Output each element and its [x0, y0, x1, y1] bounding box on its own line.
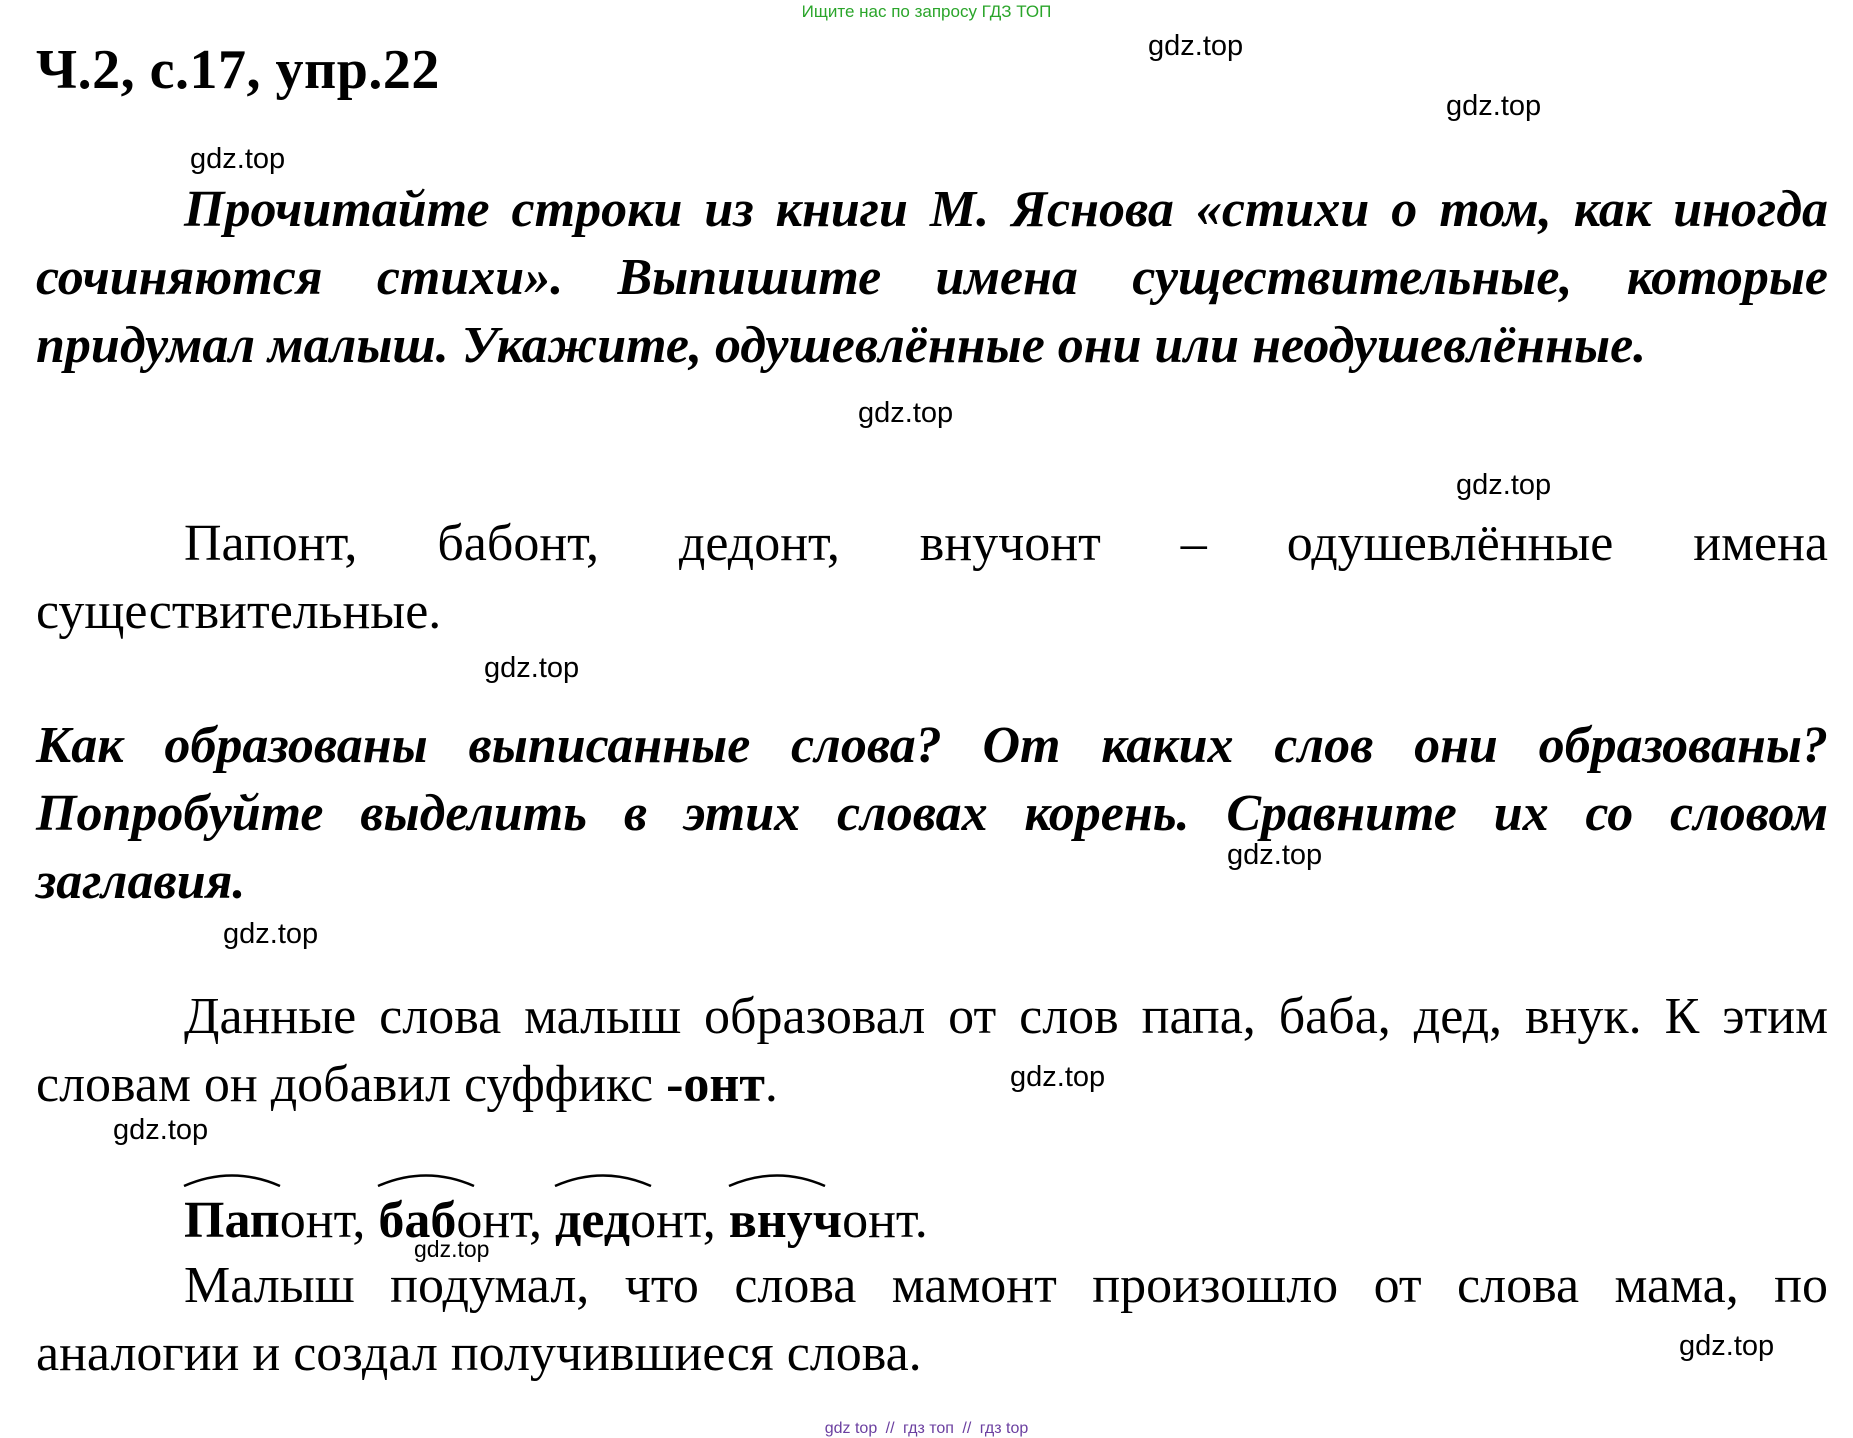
bottom-links — [0, 1420, 1853, 1438]
question-2: Как образованы выписанные слова? От каких слов они образованы? Попробуйте выделить в этих словах корень. Сравните их со словом заглавия. — [36, 717, 1828, 910]
root-arc — [553, 1171, 653, 1187]
root-text: Пап — [184, 1192, 280, 1249]
bottom-separator: // — [885, 1420, 895, 1437]
watermark: gdz.top — [1227, 839, 1323, 871]
answer-1: Папонт, бабонт, дедонт, внучонт – одушевлённые имена существительные. — [36, 515, 1828, 640]
watermark: gdz.top — [1679, 1330, 1775, 1362]
root-word — [378, 1187, 456, 1255]
separator: , — [352, 1192, 379, 1249]
watermark: gdz.top — [1446, 90, 1542, 122]
top-banner: Ищите нас по запросу ГДЗ ТОП — [801, 2, 1052, 21]
bottom-link[interactable]: гдз top — [979, 1420, 1029, 1437]
answer-2 — [36, 983, 1828, 1119]
watermark: gdz.top — [1148, 30, 1244, 62]
root-text: дед — [555, 1192, 631, 1249]
watermark: gdz.top — [1456, 469, 1552, 501]
word-rest: онт — [456, 1192, 530, 1249]
separator: . — [914, 1192, 928, 1249]
separator: , — [529, 1192, 556, 1249]
answer-2-end: . — [764, 1056, 778, 1113]
bottom-link[interactable]: гдз топ — [903, 1420, 954, 1437]
watermark: gdz.top — [190, 143, 286, 175]
word-rest: онт — [279, 1192, 353, 1249]
watermark: gdz.top — [223, 918, 319, 950]
root-arc — [727, 1171, 827, 1187]
watermark: gdz.top — [484, 652, 580, 684]
answer-3: Малыш подумал, что слова мамонт произошло от слова мама, по аналогии и создал получившиеся слова. — [36, 1257, 1828, 1382]
bottom-link[interactable]: gdz top — [824, 1420, 878, 1437]
question-1: Прочитайте строки из книги М. Яснова «стихи о том, как иногда сочиняются стихи». Выпишите имена существительные, которые придумал малыш. Укажите, одушевлённые они или неодушевлённые. — [36, 181, 1828, 374]
separator: , — [702, 1192, 729, 1249]
root-text: внуч — [728, 1192, 843, 1249]
root-arc — [376, 1171, 476, 1187]
watermark: gdz.top — [414, 1236, 490, 1262]
word-rest: онт — [842, 1192, 915, 1249]
answer-2-text: Данные слова малыш образовал от слов папа, баба, дед, внук. К этим словам он добавил суффикс — [36, 988, 1828, 1113]
bottom-separator: // — [962, 1420, 972, 1437]
word-rest: онт — [630, 1192, 703, 1249]
suffix: -онт — [666, 1056, 765, 1113]
watermark: gdz.top — [1010, 1061, 1106, 1093]
watermark: gdz.top — [113, 1114, 209, 1146]
root-word — [555, 1187, 630, 1255]
page-title: Ч.2, с.17, упр.22 — [36, 39, 440, 101]
roots-line — [184, 1187, 928, 1255]
root-arc — [182, 1171, 282, 1187]
watermark: gdz.top — [858, 397, 954, 429]
root-text: баб — [378, 1192, 457, 1249]
root-word — [184, 1187, 280, 1255]
root-word — [729, 1187, 842, 1255]
